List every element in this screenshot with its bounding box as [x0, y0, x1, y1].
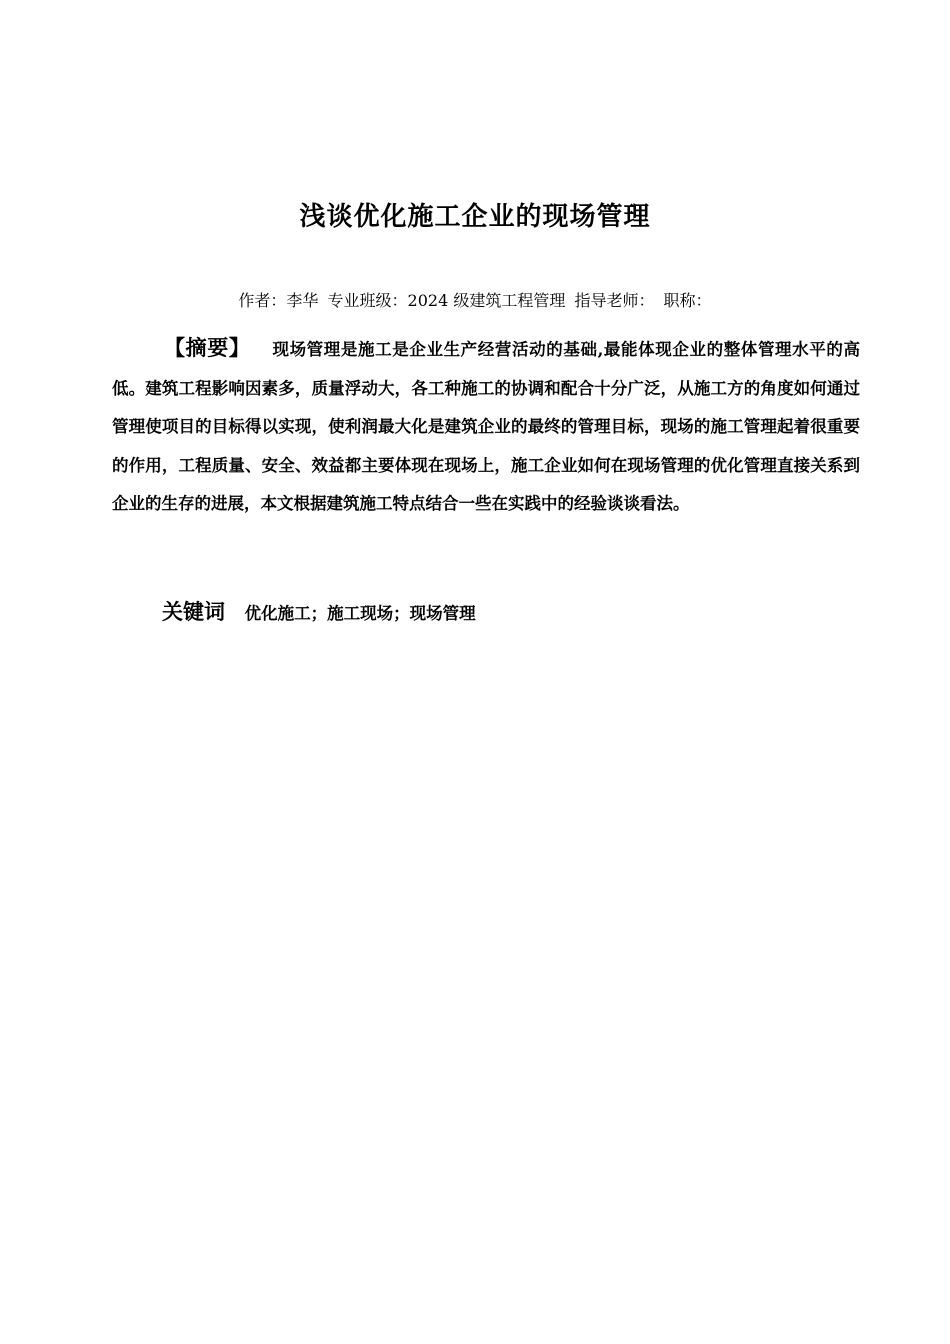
advisor: 指导老师：: [574, 291, 655, 310]
keywords-label: 关键词: [162, 599, 225, 624]
keywords-line: [162, 596, 476, 626]
author-class: 专业班级：2024 级建筑工程管理: [327, 291, 566, 310]
abstract-paragraph: [112, 329, 860, 524]
paper-title: 浅谈优化施工企业的现场管理: [299, 202, 651, 232]
keywords-text: 优化施工；施工现场；现场管理: [244, 604, 476, 623]
author-info-line: [0, 288, 950, 311]
advisor-rank: 职称：: [663, 291, 712, 310]
author-name: 作者：李华: [238, 291, 319, 310]
abstract-label: 【摘要】: [164, 335, 251, 360]
abstract-text: 现场管理是施工是企业生产经营活动的基础,最能体现企业的整体管理水平的高低。建筑工程影响因素多，质量浮动大，各工种施工的协调和配合十分广泛，从施工方的角度如何通过管理使项目的目标得以实现，使利润最大化是建筑企业的最终的管理目标，现场的施工管理起着很重要的作用，工程质量、安全、效益都主要体现在现场上，施工企业如何在现场管理的优化管理直接关系到企业的生存的进展，本文根据建筑施工特点结合一些在实践中的经验谈谈看法。: [112, 340, 861, 513]
